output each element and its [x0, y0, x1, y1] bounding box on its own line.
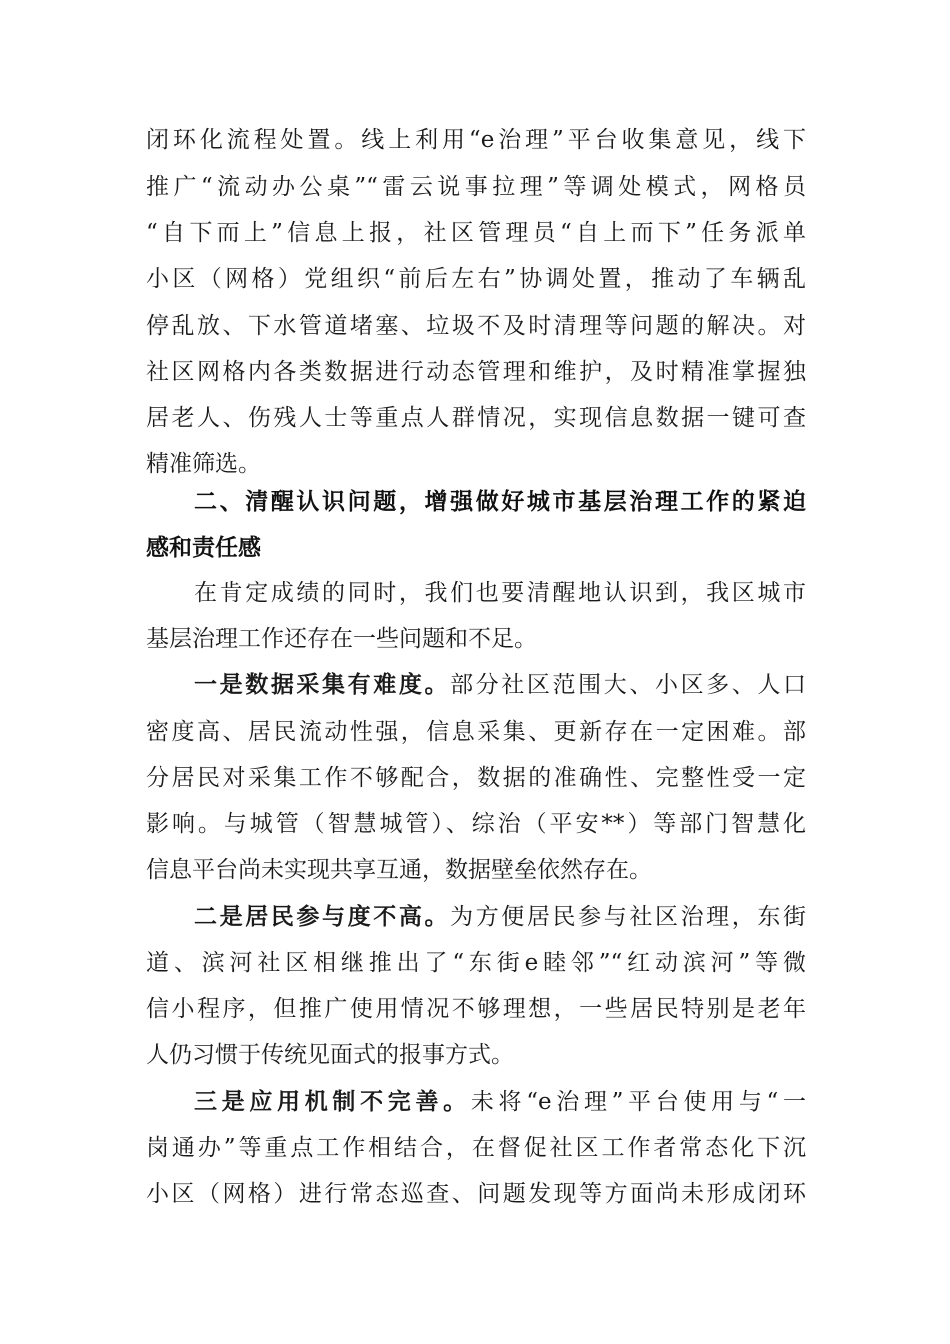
paragraph-5-line-3: 小区（网格）进行常态巡查、问题发现等方面尚未形成闭环 [146, 1181, 806, 1207]
paragraph-1-line-5: 停乱放、下水管道堵塞、垃圾不及时清理等问题的解决。对 [146, 313, 806, 339]
paragraph-1-line-6: 社区网格内各类数据进行动态管理和维护，及时精准掌握独 [146, 359, 806, 385]
paragraph-5-first-line-text: 未将“e治理”平台使用与“一 [470, 1089, 807, 1115]
paragraph-1-line-7: 居老人、伤残人士等重点人群情况，实现信息数据一键可查 [146, 405, 806, 431]
section-heading-line-1: 二、清醒认识问题，增强做好城市基层治理工作的紧迫 [194, 489, 806, 515]
paragraph-3-line-1 [194, 670, 806, 700]
paragraph-3-line-3: 分居民对采集工作不够配合，数据的准确性、完整性受一定 [146, 765, 806, 791]
paragraph-5-lead: 三是应用机制不完善。 [194, 1089, 471, 1115]
paragraph-1-line-1: 闭环化流程处置。线上利用“e治理”平台收集意见，线下 [146, 127, 806, 153]
paragraph-5-line-1 [194, 1087, 806, 1117]
paragraph-4-lead: 二是居民参与度不高。 [194, 904, 451, 930]
paragraph-3-first-line-text: 部分社区范围大、小区多、人口 [450, 672, 807, 698]
paragraph-1-line-2: 推广“流动办公桌”“雷云说事拉理”等调处模式，网格员 [146, 174, 806, 200]
paragraph-4-line-4: 人仍习惯于传统见面式的报事方式。 [146, 1042, 514, 1068]
paragraph-3-line-5: 信息平台尚未实现共享互通，数据壁垒依然存在。 [146, 857, 652, 883]
paragraph-3-line-4: 影响。与城管（智慧城管）、综治（平安**）等部门智慧化 [146, 811, 806, 837]
paragraph-1-line-4: 小区（网格）党组织“前后左右”协调处置，推动了车辆乱 [146, 266, 806, 292]
paragraph-3-lead: 一是数据采集有难度。 [194, 672, 451, 698]
paragraph-4-line-2: 道、滨河社区相继推出了“东街e睦邻”“红动滨河”等微 [146, 950, 806, 976]
paragraph-2-line-1: 在肯定成绩的同时，我们也要清醒地认识到，我区城市 [194, 580, 806, 606]
section-heading-line-2: 感和责任感 [146, 535, 261, 561]
paragraph-2-line-2: 基层治理工作还存在一些问题和不足。 [146, 626, 537, 652]
paragraph-1-line-8: 精准筛选。 [146, 451, 261, 477]
paragraph-5-line-2: 岗通办”等重点工作相结合，在督促社区工作者常态化下沉 [146, 1135, 806, 1161]
paragraph-4-first-line-text: 为方便居民参与社区治理，东街 [450, 904, 807, 930]
paragraph-4-line-3: 信小程序，但推广使用情况不够理想，一些居民特别是老年 [146, 996, 806, 1022]
paragraph-1-line-3: “自下而上”信息上报，社区管理员“自上而下”任务派单 [146, 220, 806, 246]
paragraph-4-line-1 [194, 902, 806, 932]
paragraph-3-line-2: 密度高、居民流动性强，信息采集、更新存在一定困难。部 [146, 719, 806, 745]
